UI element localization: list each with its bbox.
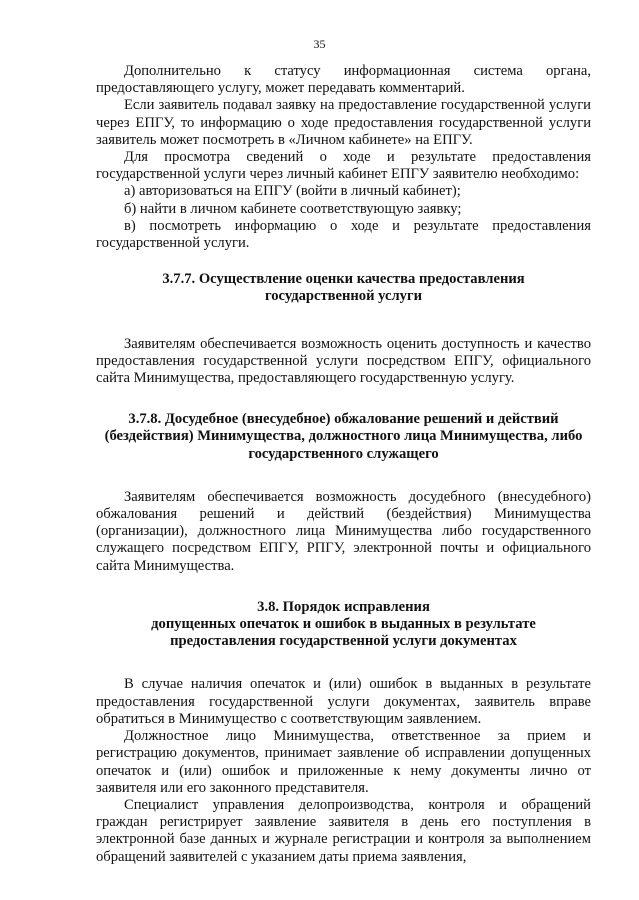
heading-line: предоставления государственной услуги документах (170, 633, 517, 650)
paragraph-appeal: Заявителям обеспечивается возможность досудебного (внесудебного) обжалования решений и действий (бездействия) Минимущества (организации), должностного лица Минимущества либо государственного служащего посредством ЕПГУ, РПГУ, электронной почты и официального сайта Минимущества. (96, 488, 591, 574)
paragraph-view-progress: Для просмотра сведений о ходе и результате предоставления государственной услуги через личный кабинет ЕПГУ заявителю необходимо: (96, 149, 591, 183)
section-heading-3-7-8 (96, 411, 591, 463)
paragraph-quality-assessment: Заявителям обеспечивается возможность оценить доступность и качество предоставления государственной услуги посредством ЕПГУ, официального сайта Минимущества, предоставляющего государственную услугу. (96, 335, 591, 387)
list-item-c: в) посмотреть информацию о ходе и результате предоставления государственной услуги. (96, 217, 591, 252)
list-item-a: а) авторизоваться на ЕПГУ (войти в личный кабинет); (124, 183, 461, 200)
heading-line: (бездействия) Минимущества, должностного лица Минимущества, либо (104, 428, 583, 445)
heading-line: государственной услуги (264, 288, 423, 305)
heading-line: государственного служащего (248, 445, 439, 462)
heading-line: 3.7.7. Осуществление оценки качества предоставления (162, 271, 525, 288)
paragraph-typos: В случае наличия опечаток и (или) ошибок в выданных в результате предоставления государственной услуги документах, заявитель вправе обратиться в Минимущество с соответствующим заявлением. (96, 676, 591, 727)
heading-line: 3.8. Порядок исправления (257, 598, 430, 615)
paragraph-status-comment: Дополнительно к статусу информационная система органа, предоставляющего услугу, может передавать комментарий. (96, 63, 591, 97)
list-item-b: б) найти в личном кабинете соответствующую заявку; (124, 200, 462, 217)
page-number: 35 (313, 37, 326, 51)
document-body (96, 63, 591, 866)
paragraph-registration: Специалист управления делопроизводства, контроля и обращений граждан регистрирует заявление заявителя в день его поступления в электронной базе данных и журнале регистрации и контроля за выполнением обращений заявителей с указанием даты приема заявления, (96, 796, 591, 865)
section-heading-3-7-7 (96, 271, 591, 305)
paragraph-official-accepts: Должностное лицо Минимущества, ответственное за прием и регистрацию документов, принимает заявление об исправлении допущенных опечаток и (или) ошибок и приложенные к нему документы лично от заявителя или его законного представителя. (96, 728, 591, 796)
heading-line: 3.7.8. Досудебное (внесудебное) обжалование решений и действий (128, 411, 559, 428)
section-heading-3-8 (96, 599, 591, 651)
paragraph-epgu-request: Если заявитель подавал заявку на предоставление государственной услуги через ЕПГУ, то информацию о ходе предоставления государственной услуги заявитель может посмотреть в «Личном кабинете» на ЕПГУ. (96, 97, 591, 148)
heading-line: допущенных опечаток и ошибок в выданных в результате (151, 616, 536, 633)
